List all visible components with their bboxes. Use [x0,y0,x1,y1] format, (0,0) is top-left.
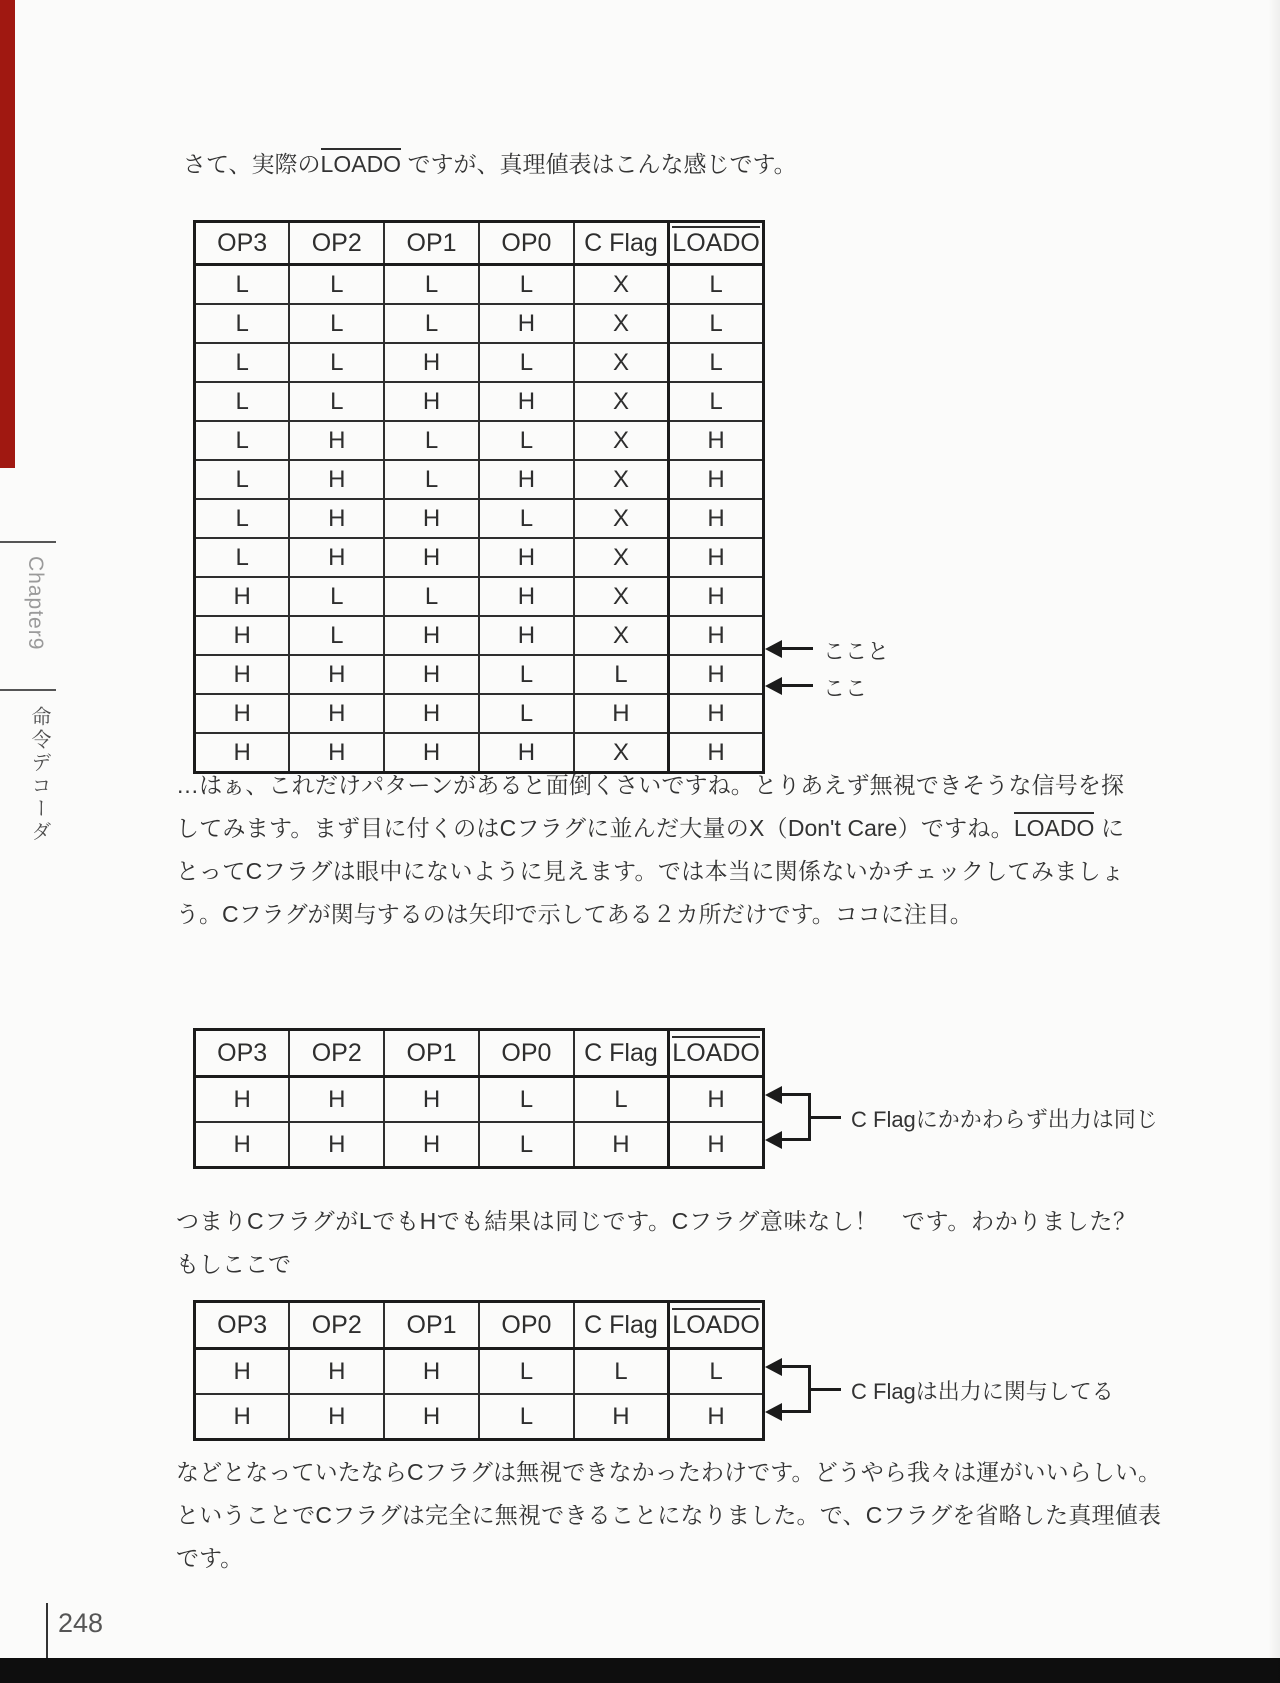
truth-cell: L [289,343,384,382]
chapter-title-vertical: 命令デコーダ [28,706,50,844]
truth-cell: H [195,1077,290,1123]
column-header-loado [669,1030,764,1077]
truth-cell: H [669,1394,764,1440]
truth-cell: L [479,265,574,305]
truth-table-hypothetical [193,1300,765,1441]
arrow-label: ここと [823,639,890,664]
truth-table-row [195,538,764,577]
truth-cell: H [289,1077,384,1123]
truth-table-same-output [193,1028,765,1169]
column-header-op2 [289,1302,384,1349]
truth-cell: H [195,1122,290,1168]
truth-cell: L [479,1394,574,1440]
truth-cell: H [289,694,384,733]
truth-table-row [195,1349,764,1395]
truth-cell: L [669,304,764,343]
column-header-op2 [289,222,384,265]
truth-cell: H [479,616,574,655]
truth-table-row [195,421,764,460]
truth-cell: L [479,343,574,382]
truth-cell: H [195,1349,290,1395]
truth-cell: L [384,421,479,460]
column-header-text: LOADO [672,1308,760,1339]
column-header-text: OP2 [311,228,362,257]
bracket-annotation-hypothetical [765,1345,1195,1437]
truth-cell: L [384,577,479,616]
chapter-number-label: Chapter9 [24,556,47,651]
truth-cell: H [384,1122,479,1168]
truth-cell: L [479,694,574,733]
truth-table-full-section [193,220,890,774]
column-header-text: LOADO [672,1036,760,1067]
overline-signal-name: LOADO [321,148,402,177]
page-bottom-black-bar [0,1658,1280,1683]
truth-cell: H [479,460,574,499]
column-header-op2 [289,1030,384,1077]
truth-cell: X [574,460,669,499]
truth-cell: H [384,1077,479,1123]
truth-cell: H [669,655,764,694]
truth-cell: H [384,343,479,382]
truth-cell: H [669,421,764,460]
truth-cell: L [289,304,384,343]
truth-table-hypothetical-section [193,1300,1114,1441]
truth-table-row [195,1122,764,1168]
truth-table-row [195,499,764,538]
arrow-shaft [777,1138,811,1141]
column-header-op3 [195,222,290,265]
truth-cell: H [195,577,290,616]
intro-sentence [183,146,797,179]
column-header-loado [669,1302,764,1349]
truth-cell: H [669,1122,764,1168]
truth-cell: X [574,343,669,382]
truth-cell: H [479,538,574,577]
truth-cell: H [384,655,479,694]
text-segment: にとってCフラグは眼中にないように見えます。では本当に関係ないかチェックしてみましょう。Cフラグが関与するのは矢印で示してある２カ所だけです。ココに注目。 [176,815,1124,927]
truth-cell: X [574,304,669,343]
column-header-op3 [195,1302,290,1349]
column-header-text: OP2 [311,1310,362,1339]
column-header-op1 [384,1030,479,1077]
truth-cell: H [384,1394,479,1440]
sidebar-divider-top [0,541,56,543]
truth-cell: H [669,499,764,538]
column-header-text: OP3 [217,1038,268,1067]
arrow-shaft [777,684,813,687]
truth-cell: H [669,577,764,616]
truth-cell: H [289,1349,384,1395]
truth-cell: L [195,538,290,577]
truth-cell: H [384,733,479,773]
column-header-loado [669,222,764,265]
truth-table-header-row [195,1030,764,1077]
truth-cell: L [289,382,384,421]
footer-rule [46,1603,48,1661]
truth-cell: H [195,694,290,733]
truth-cell: L [479,499,574,538]
bracket-stub [811,1116,841,1119]
truth-table-row [195,343,764,382]
truth-cell: H [195,733,290,773]
truth-cell: L [479,1122,574,1168]
truth-cell: L [195,343,290,382]
truth-cell: H [574,694,669,733]
truth-cell: L [289,577,384,616]
row-pointer-arrow-1 [765,639,1025,664]
truth-table-row [195,460,764,499]
truth-cell: X [574,577,669,616]
column-header-text: OP0 [501,1038,552,1067]
column-header-c-flag [574,222,669,265]
truth-cell: L [574,1077,669,1123]
column-header-op0 [479,1030,574,1077]
truth-cell: H [669,1077,764,1123]
column-header-c-flag [574,1302,669,1349]
column-header-text: OP3 [217,228,268,257]
column-header-text: LOADO [672,226,760,257]
arrow-label: ここ [823,676,868,701]
truth-cell: H [669,733,764,773]
truth-table-row [195,694,764,733]
truth-cell: L [384,265,479,305]
truth-cell: H [669,694,764,733]
truth-cell: H [195,655,290,694]
truth-cell: H [384,499,479,538]
truth-cell: L [289,616,384,655]
truth-cell: L [195,304,290,343]
truth-cell: H [574,1394,669,1440]
truth-cell: L [669,265,764,305]
text-segment: さて、実際の [183,151,321,177]
page-edge-red-stripe [0,0,15,468]
truth-cell: L [384,460,479,499]
truth-cell: L [384,304,479,343]
truth-cell: H [669,460,764,499]
column-header-text: OP3 [217,1310,268,1339]
truth-table-row [195,577,764,616]
truth-cell: L [195,499,290,538]
truth-table-row [195,304,764,343]
column-header-c-flag [574,1030,669,1077]
column-header-op1 [384,1302,479,1349]
truth-cell: H [289,499,384,538]
column-header-op0 [479,1302,574,1349]
truth-table-row [195,1077,764,1123]
truth-table-row [195,382,764,421]
bracket-stub [811,1388,841,1391]
truth-cell: H [574,1122,669,1168]
column-header-text: C Flag [584,1310,658,1339]
truth-table-same-output-section [193,1028,1158,1169]
truth-cell: H [479,577,574,616]
bracket-label: C Flagは出力に関与してる [851,1379,1114,1404]
truth-cell: H [384,694,479,733]
truth-cell: L [669,382,764,421]
truth-cell: L [195,265,290,305]
truth-cell: L [574,1349,669,1395]
truth-cell: X [574,616,669,655]
bracket-label: C Flagにかかわらず出力は同じ [851,1107,1158,1132]
paragraph-pattern-analysis [176,764,1124,936]
truth-cell: H [289,538,384,577]
paragraph-conclusion-same: つまりCフラグがLでもHでも結果は同じです。Cフラグ意味なし！ です。わかりました？ もしここで [176,1208,1159,1277]
truth-cell: H [289,421,384,460]
truth-cell: H [384,1349,479,1395]
arrow-shaft [777,1410,811,1413]
truth-cell: H [195,616,290,655]
column-header-text: OP0 [501,228,552,257]
truth-cell: L [479,1077,574,1123]
truth-cell: L [669,343,764,382]
truth-cell: H [289,733,384,773]
truth-cell: H [384,616,479,655]
bracket-annotation-same [765,1073,1195,1165]
paragraph-conclusion-final: などとなっていたならCフラグは無視できなかったわけです。どうやら我々は運がいいらしい。ということでCフラグは完全に無視できることになりました。で、Cフラグを省略した真理値表です。 [176,1459,1161,1571]
truth-table-header-row [195,1302,764,1349]
truth-table-header-row [195,222,764,265]
text-segment: …はぁ、これだけパターンがあると面倒くさいですね。とりあえず無視できそうな信号を探してみます。まず目に付くのはCフラグに並んだ大量のX（Don't Care）ですね。 [176,772,1124,841]
column-header-text: OP0 [501,1310,552,1339]
column-header-text: OP1 [406,1038,457,1067]
column-header-text: C Flag [584,1038,658,1067]
arrow-shaft [777,647,813,650]
truth-cell: L [195,382,290,421]
column-header-op1 [384,222,479,265]
arrow-shaft [777,1093,811,1096]
truth-cell: L [669,1349,764,1395]
truth-table-row [195,1394,764,1440]
column-header-text: C Flag [584,228,658,257]
column-header-text: OP2 [311,1038,362,1067]
sidebar-divider-bottom [0,689,56,691]
truth-cell: L [195,460,290,499]
truth-cell: X [574,382,669,421]
truth-cell: L [195,421,290,460]
truth-table-full [193,220,765,774]
page-number: 248 [58,1608,104,1638]
truth-cell: H [669,538,764,577]
truth-cell: H [479,382,574,421]
arrow-shaft [777,1365,811,1368]
truth-cell: H [479,733,574,773]
truth-cell: X [574,538,669,577]
column-header-text: OP1 [406,1310,457,1339]
truth-cell: H [289,655,384,694]
truth-cell: H [289,1394,384,1440]
truth-cell: H [384,538,479,577]
truth-cell: X [574,733,669,773]
overline-signal-name: LOADO [1014,812,1095,841]
truth-table-row [195,265,764,305]
truth-cell: H [289,1122,384,1168]
column-header-op0 [479,222,574,265]
truth-cell: L [479,655,574,694]
truth-table-row [195,655,764,694]
text-segment: ですが、真理値表はこんな感じです。 [401,151,797,177]
column-header-text: OP1 [406,228,457,257]
truth-cell: L [574,655,669,694]
truth-cell: X [574,265,669,305]
truth-cell: L [479,421,574,460]
truth-cell: H [384,382,479,421]
truth-cell: H [289,460,384,499]
truth-table-row [195,616,764,655]
truth-cell: H [195,1394,290,1440]
truth-cell: X [574,421,669,460]
truth-cell: L [479,1349,574,1395]
truth-cell: X [574,499,669,538]
row-pointer-arrow-2 [765,676,1025,701]
truth-cell: H [479,304,574,343]
truth-cell: L [289,265,384,305]
column-header-op3 [195,1030,290,1077]
truth-cell: H [669,616,764,655]
